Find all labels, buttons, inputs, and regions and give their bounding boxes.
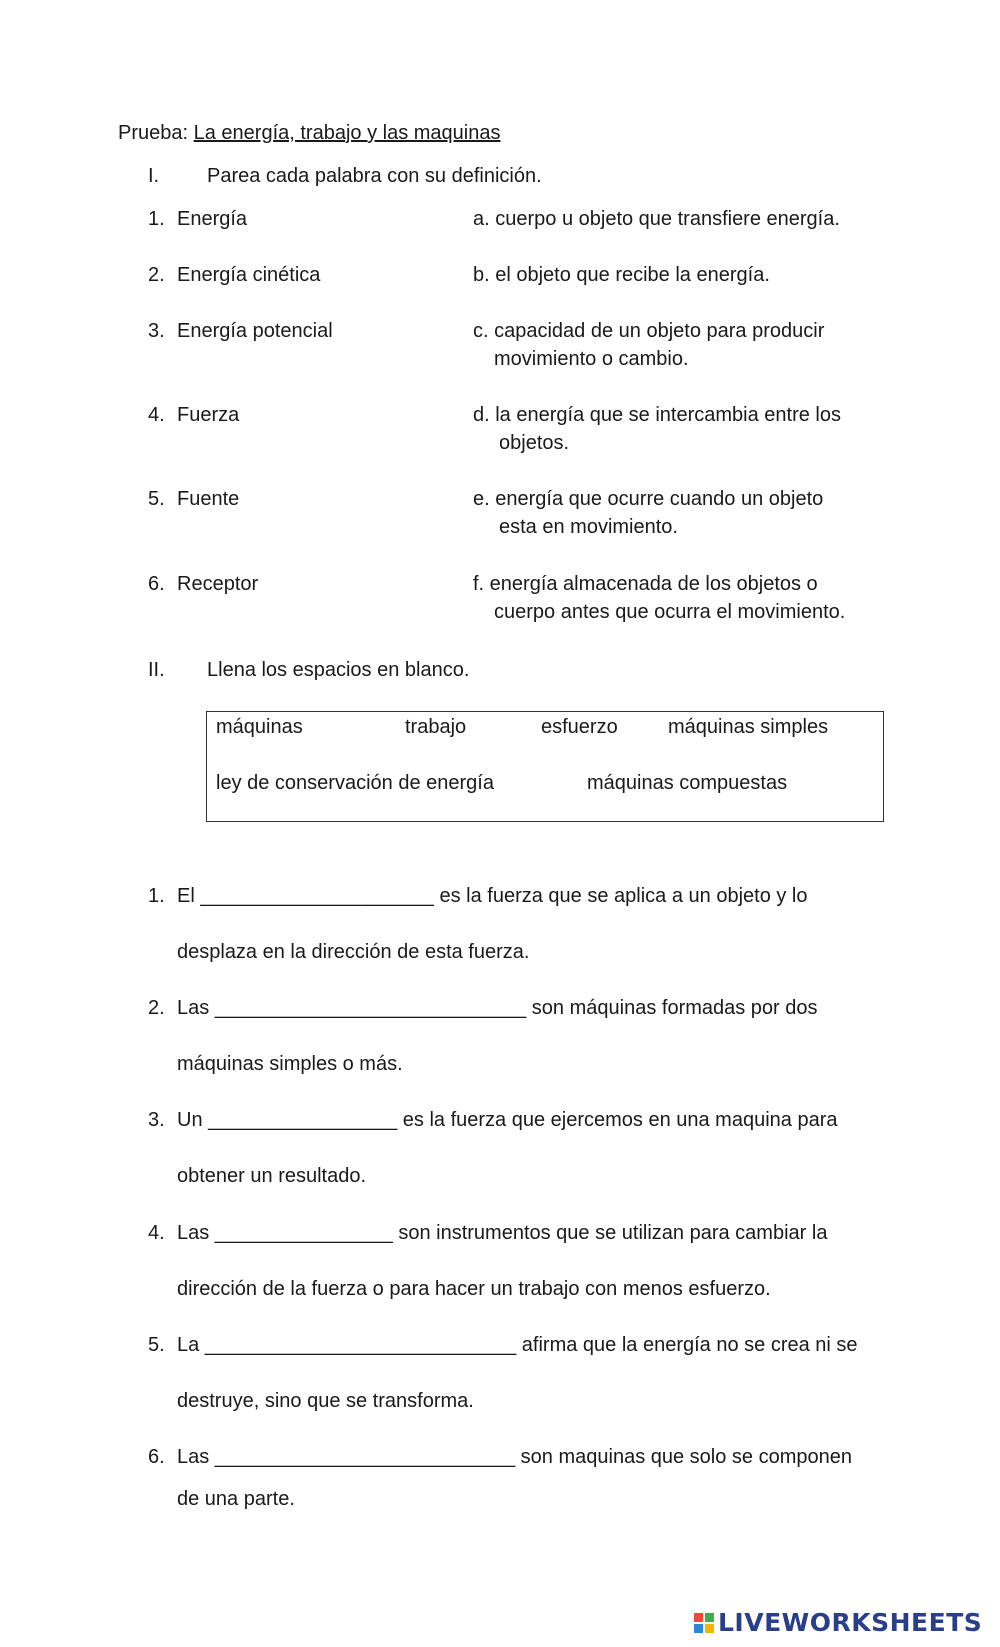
definition-line: esta en movimiento. (499, 516, 678, 538)
logo-block (705, 1613, 714, 1622)
question-line: destruye, sino que se transforma. (177, 1390, 474, 1412)
section-2-numeral: II. (148, 659, 165, 681)
question-line: máquinas simples o más. (177, 1053, 403, 1075)
word-bank-item: trabajo (405, 716, 467, 738)
term-number: 6. (148, 573, 165, 595)
word-bank-item: ley de conservación de energía (216, 772, 494, 794)
question-line: Un _________________ es la fuerza que ejercemos en una maquina para (177, 1109, 838, 1131)
term-number: 5. (148, 488, 165, 510)
section-1-numeral: I. (148, 165, 160, 187)
logo-block (694, 1624, 703, 1633)
question-number: 3. (148, 1109, 165, 1131)
logo-text: LIVEWORKSHEETS (718, 1608, 983, 1637)
term-text: Energía potencial (177, 320, 333, 342)
question-line: La ____________________________ afirma que la energía no se crea ni se (177, 1334, 858, 1356)
word-bank-item: máquinas simples (668, 716, 829, 738)
definition-line: c. capacidad de un objeto para producir (473, 320, 825, 342)
section-2-instruction: Llena los espacios en blanco. (207, 659, 470, 681)
test-label: Prueba: (118, 122, 189, 144)
term-text: Fuente (177, 488, 240, 510)
question-line: Las ____________________________ son máquinas formadas por dos (177, 997, 818, 1019)
word-bank-item: máquinas (216, 716, 303, 738)
word-bank-item: esfuerzo (541, 716, 618, 738)
term-text: Energía cinética (177, 264, 321, 286)
question-line: El _____________________ es la fuerza que se aplica a un objeto y lo (177, 885, 808, 907)
logo-block (694, 1613, 703, 1622)
question-number: 1. (148, 885, 165, 907)
section-1-instruction: Parea cada palabra con su definición. (207, 165, 542, 187)
liveworksheets-logo[interactable] (694, 1608, 982, 1638)
test-title: La energía, trabajo y las maquinas (193, 122, 501, 144)
question-number: 4. (148, 1222, 165, 1244)
logo-blocks-icon (694, 1613, 714, 1633)
question-number: 6. (148, 1446, 165, 1468)
definition-line: d. la energía que se intercambia entre los (473, 404, 841, 426)
term-text: Energía (177, 208, 248, 230)
definition-line: f. energía almacenada de los objetos o (473, 573, 818, 595)
definition-line: b. el objeto que recibe la energía. (473, 264, 770, 286)
question-line: Las ___________________________ son maquinas que solo se componen (177, 1446, 853, 1468)
definition-line: e. energía que ocurre cuando un objeto (473, 488, 824, 510)
question-line: Las ________________ son instrumentos que se utilizan para cambiar la (177, 1222, 828, 1244)
word-bank-item: máquinas compuestas (587, 772, 788, 794)
definition-line: objetos. (499, 432, 570, 454)
question-line: dirección de la fuerza o para hacer un trabajo con menos esfuerzo. (177, 1278, 771, 1300)
definition-line: cuerpo antes que ocurra el movimiento. (494, 601, 846, 623)
question-line: desplaza en la dirección de esta fuerza. (177, 941, 530, 963)
definition-line: a. cuerpo u objeto que transfiere energía. (473, 208, 840, 230)
question-line: de una parte. (177, 1488, 295, 1510)
logo-block (705, 1624, 714, 1633)
term-text: Fuerza (177, 404, 240, 426)
definition-line: movimiento o cambio. (494, 348, 689, 370)
term-number: 2. (148, 264, 165, 286)
question-number: 5. (148, 1334, 165, 1356)
term-text: Receptor (177, 573, 259, 595)
term-number: 4. (148, 404, 165, 426)
test-heading (118, 121, 500, 145)
question-line: obtener un resultado. (177, 1165, 367, 1187)
term-number: 3. (148, 320, 165, 342)
question-number: 2. (148, 997, 165, 1019)
term-number: 1. (148, 208, 165, 230)
